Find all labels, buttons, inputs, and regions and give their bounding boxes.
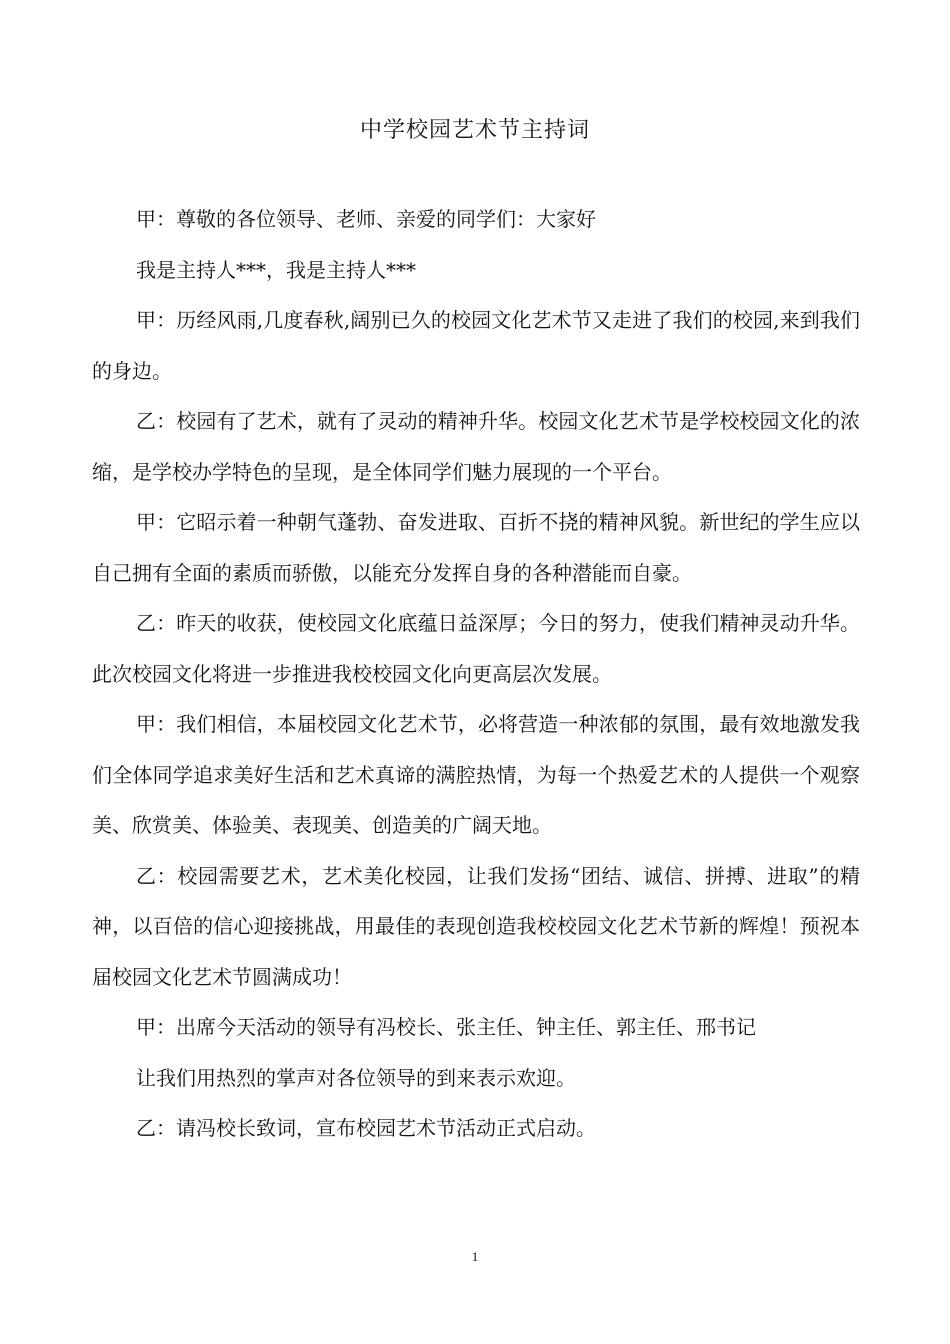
paragraph-intro: 甲：历经风雨,几度春秋,阔别已久的校园文化艺术节又走进了我们的校园,来到我们的身边。 [92,308,860,383]
paragraph-art-campus: 乙：校园有了艺术，就有了灵动的精神升华。校园文化艺术节是学校校园文化的浓缩，是学校办学特色的呈现，是全体同学们魅力展现的一个平台。 [92,409,860,484]
paragraph-opening: 乙：请冯校长致词，宣布校园艺术节活动正式启动。 [136,1116,596,1140]
paragraph-spirit: 甲：它昭示着一种朝气蓬勃、奋发进取、百折不挠的精神风貌。新世纪的学生应以自己拥有全面的素质而骄傲，以能充分发挥自身的各种潜能而自豪。 [92,510,860,585]
paragraph-welcome: 让我们用热烈的掌声对各位领导的到来表示欢迎。 [136,1065,576,1090]
paragraph-belief: 甲：我们相信，本届校园文化艺术节，必将营造一种浓郁的氛围，最有效地激发我们全体同学追求美好生活和艺术真谛的满腔热情，为每一个热爱艺术的人提供一个观察美、欣赏美、体验美、表现美、创造美的广阔天地。 [92,712,860,837]
paragraph-leaders: 甲：出席今天活动的领导有冯校长、张主任、钟主任、郭主任、邢书记 [136,1015,756,1039]
paragraph-culture: 乙：昨天的收获，使校园文化底蕴日益深厚；今日的努力，使我们精神灵动升华。此次校园文化将进一步推进我校校园文化向更高层次发展。 [92,611,860,686]
document-body [92,194,860,1154]
paragraph-success: 乙：校园需要艺术，艺术美化校园，让我们发扬“团结、诚信、拼搏、进取”的精神，以百倍的信心迎接挑战，用最佳的表现创造我校校园文化艺术节新的辉煌！预祝本届校园文化艺术节圆满成功！ [92,863,860,989]
paragraph-greeting: 甲：尊敬的各位领导、老师、亲爱的同学们：大家好 [136,207,596,231]
paragraph-hosts: 我是主持人***，我是主持人*** [136,257,416,282]
document-title: 中学校园艺术节主持词 [359,118,590,143]
page-number: 1 [471,1249,479,1264]
